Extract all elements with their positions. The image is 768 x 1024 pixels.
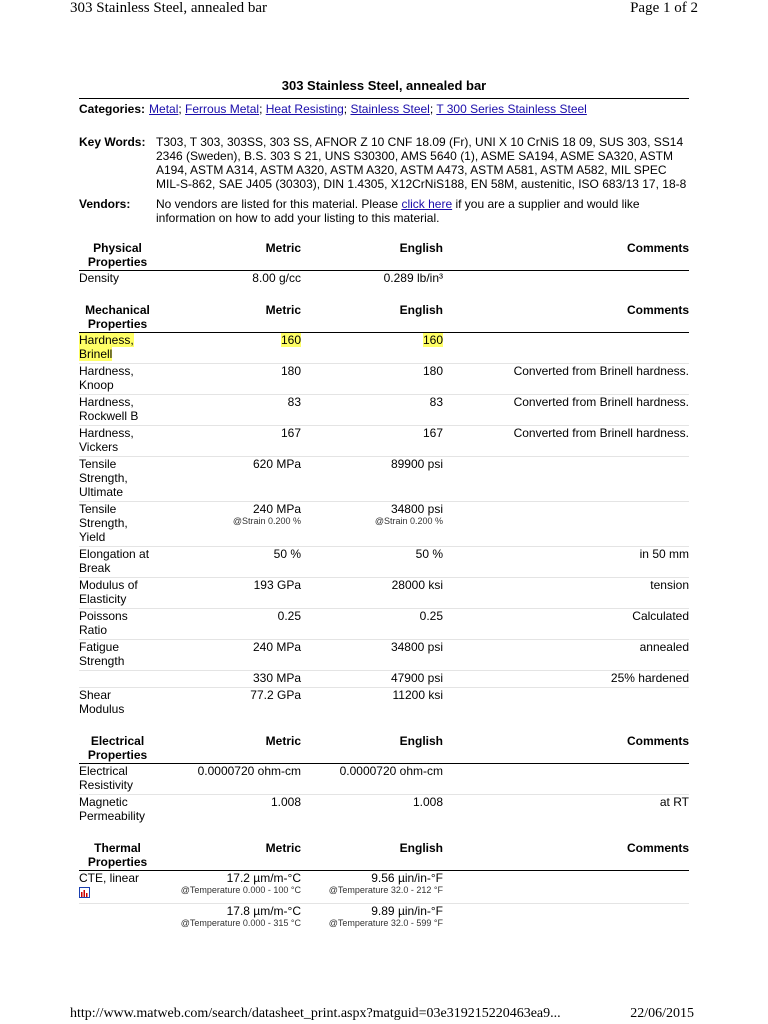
english-cell <box>301 871 443 904</box>
metric-value: 1.008 <box>270 795 301 809</box>
table-row <box>79 640 689 671</box>
comment-cell: in 50 mm <box>443 547 689 578</box>
metric-cell <box>156 688 301 719</box>
comment-cell: Converted from Brinell hardness. <box>443 364 689 395</box>
bar-chart-icon[interactable] <box>79 887 90 898</box>
table-row <box>79 271 689 288</box>
print-date: 22/06/2015 <box>630 1006 694 1021</box>
print-footer <box>0 1006 768 1024</box>
english-cell <box>301 578 443 609</box>
click-here-link[interactable]: click here <box>401 197 453 211</box>
english-value: 28000 ksi <box>391 578 443 592</box>
metric-value: 620 MPa <box>252 457 301 471</box>
metric-condition: @Temperature 0.000 - 100 °C <box>180 885 301 895</box>
english-value: 180 <box>422 364 443 378</box>
property-name: Fatigue Strength <box>79 640 125 668</box>
keywords-label: Key Words: <box>79 135 146 149</box>
property-name-cell <box>79 578 156 609</box>
vendors-text <box>156 197 689 225</box>
metric-header: Metric <box>156 241 301 271</box>
property-name-cell <box>79 502 156 547</box>
table-header-row <box>79 303 689 333</box>
table-row <box>79 395 689 426</box>
property-name: Poissons Ratio <box>79 609 128 637</box>
english-value: 83 <box>429 395 443 409</box>
property-name-cell <box>79 271 156 288</box>
english-cell <box>301 904 443 931</box>
category-link[interactable]: T 300 Series Stainless Steel <box>436 102 587 116</box>
metric-cell <box>156 502 301 547</box>
table-row <box>79 795 689 826</box>
print-header <box>0 0 768 20</box>
property-table <box>79 241 689 287</box>
table-row <box>79 333 689 364</box>
english-condition: @Strain 0.200 % <box>374 516 443 526</box>
comment-cell <box>443 271 689 288</box>
comments-header: Comments <box>443 841 689 871</box>
section-title: Electrical Properties <box>79 734 156 764</box>
metric-value: 17.8 µm/m-°C <box>226 904 301 918</box>
metric-value: 50 % <box>273 547 301 561</box>
property-name-cell <box>79 640 156 671</box>
english-value: 9.56 µin/in-°F <box>371 871 443 885</box>
metric-cell <box>156 333 301 364</box>
page-number: Page 1 of 2 <box>630 0 698 16</box>
property-name-cell <box>79 333 156 364</box>
comment-cell: 25% hardened <box>443 671 689 688</box>
property-name-cell <box>79 395 156 426</box>
property-table <box>79 303 689 718</box>
material-title: 303 Stainless Steel, annealed bar <box>79 78 689 99</box>
category-separator: ; <box>343 102 351 116</box>
category-separator: ; <box>178 102 186 116</box>
english-value: 50 % <box>415 547 443 561</box>
metric-condition: @Temperature 0.000 - 315 °C <box>180 918 301 928</box>
comments-header: Comments <box>443 734 689 764</box>
vendors-text-before: No vendors are listed for this material. Please <box>156 197 402 211</box>
vendors-row <box>79 197 689 225</box>
english-cell <box>301 395 443 426</box>
category-separator: ; <box>429 102 437 116</box>
property-name: Magnetic Permeability <box>79 795 146 823</box>
table-row <box>79 547 689 578</box>
property-name: Modulus of Elasticity <box>79 578 138 606</box>
comment-cell <box>443 904 689 931</box>
english-cell <box>301 640 443 671</box>
metric-value: 0.25 <box>277 609 301 623</box>
property-name-cell <box>79 671 156 688</box>
property-name-cell <box>79 364 156 395</box>
table-row <box>79 502 689 547</box>
english-cell <box>301 688 443 719</box>
english-header: English <box>301 241 443 271</box>
print-header-title: 303 Stainless Steel, annealed bar <box>70 0 268 16</box>
comments-header: Comments <box>443 303 689 333</box>
property-name-cell <box>79 764 156 795</box>
metric-cell <box>156 578 301 609</box>
metric-header: Metric <box>156 841 301 871</box>
property-table <box>79 734 689 825</box>
english-cell <box>301 364 443 395</box>
property-table <box>79 841 689 930</box>
metric-value: 0.0000720 ohm-cm <box>197 764 301 778</box>
metric-cell <box>156 904 301 931</box>
metric-value: 77.2 GPa <box>250 688 301 702</box>
keywords-row <box>79 135 689 191</box>
metric-value: 330 MPa <box>252 671 301 685</box>
english-value: 1.008 <box>412 795 443 809</box>
table-row <box>79 609 689 640</box>
table-header-row <box>79 841 689 871</box>
metric-cell <box>156 671 301 688</box>
metric-cell <box>156 395 301 426</box>
english-value: 89900 psi <box>390 457 443 471</box>
comment-cell: Calculated <box>443 609 689 640</box>
table-header-row <box>79 734 689 764</box>
english-value: 0.289 lb/in³ <box>383 271 443 285</box>
comment-cell: tension <box>443 578 689 609</box>
comment-cell <box>443 764 689 795</box>
section-title: Physical Properties <box>79 241 156 271</box>
metric-cell <box>156 426 301 457</box>
property-name-cell <box>79 904 156 931</box>
property-name: Shear Modulus <box>79 688 125 716</box>
property-name: Electrical Resistivity <box>79 764 134 792</box>
metric-cell <box>156 764 301 795</box>
property-name: Hardness, Rockwell B <box>79 395 139 423</box>
categories-list <box>149 102 689 116</box>
english-header: English <box>301 303 443 333</box>
categories-label: Categories: <box>79 102 146 116</box>
english-cell <box>301 502 443 547</box>
category-link[interactable]: Ferrous Metal <box>185 102 260 116</box>
comment-cell <box>443 333 689 364</box>
property-name-cell <box>79 609 156 640</box>
metric-cell <box>156 640 301 671</box>
table-row <box>79 457 689 502</box>
metric-value: 17.2 µm/m-°C <box>226 871 301 885</box>
metric-condition: @Strain 0.200 % <box>232 516 301 526</box>
english-cell <box>301 671 443 688</box>
keywords-text: T303, T 303, 303SS, 303 SS, AFNOR Z 10 CNF 18.09 (Fr), UNI X 10 CrNiS 18 09, SUS 303, SS14 2346 (Sweden), B.S. 303 S 21, UNS S30300, AMS 5640 (1), ASME SA194, ASME SA320, ASTM A194, ASTM A314, ASTM A320, ASTM A320, ASTM A473, ASTM A581, ASTM A582, MIL SPEC MIL-S-862, SAE J405 (30303), DIN 1.4305, X12CrNiS188, EN 58M, austenitic, ISO 683/13 17, 18-8 <box>156 135 687 191</box>
comment-cell <box>443 502 689 547</box>
english-condition: @Temperature 32.0 - 212 °F <box>328 885 443 895</box>
english-cell <box>301 271 443 288</box>
property-name-cell <box>79 795 156 826</box>
property-name-cell <box>79 688 156 719</box>
property-name-cell <box>79 457 156 502</box>
metric-cell <box>156 795 301 826</box>
table-row <box>79 364 689 395</box>
english-cell <box>301 457 443 502</box>
comment-cell: Converted from Brinell hardness. <box>443 426 689 457</box>
metric-cell <box>156 547 301 578</box>
property-name-cell <box>79 426 156 457</box>
datasheet <box>79 78 689 930</box>
metric-value: 160 <box>280 333 301 347</box>
metric-value: 240 MPa <box>252 640 301 654</box>
table-row <box>79 426 689 457</box>
category-separator: ; <box>259 102 266 116</box>
metric-value: 83 <box>287 395 301 409</box>
property-name: Elongation at Break <box>79 547 150 575</box>
property-name-cell <box>79 547 156 578</box>
category-link[interactable]: Stainless Steel <box>350 102 430 116</box>
vendors-text-after: if you are a supplier and would like information on how to add your listing to this material. <box>156 197 640 225</box>
english-value: 0.25 <box>419 609 443 623</box>
english-cell <box>301 609 443 640</box>
table-row <box>79 578 689 609</box>
metric-cell <box>156 271 301 288</box>
table-row <box>79 904 689 931</box>
comment-cell <box>443 871 689 904</box>
english-value: 0.0000720 ohm-cm <box>339 764 443 778</box>
categories-row <box>79 102 689 116</box>
english-value: 11200 ksi <box>392 688 443 702</box>
metric-value: 8.00 g/cc <box>252 271 301 285</box>
english-value: 34800 psi <box>390 640 443 654</box>
comment-cell: Converted from Brinell hardness. <box>443 395 689 426</box>
english-value: 34800 psi <box>390 502 443 516</box>
table-row <box>79 671 689 688</box>
table-row <box>79 871 689 904</box>
metric-cell <box>156 871 301 904</box>
english-cell <box>301 426 443 457</box>
english-cell <box>301 764 443 795</box>
property-name: Tensile Strength, Ultimate <box>79 457 128 499</box>
english-cell <box>301 333 443 364</box>
property-sections <box>79 241 689 930</box>
comments-header: Comments <box>443 241 689 271</box>
table-header-row <box>79 241 689 271</box>
property-name: Hardness, Vickers <box>79 426 134 454</box>
page-url: http://www.matweb.com/search/datasheet_print.aspx?matguid=03e319215220463ea9... <box>70 1006 561 1021</box>
property-name: Density <box>79 271 120 285</box>
english-value: 160 <box>422 333 443 347</box>
category-link[interactable]: Heat Resisting <box>265 102 344 116</box>
property-name: CTE, linear <box>79 871 140 885</box>
property-name: Tensile Strength, Yield <box>79 502 128 544</box>
english-value: 167 <box>422 426 443 440</box>
metric-header: Metric <box>156 303 301 333</box>
english-header: English <box>301 734 443 764</box>
property-name-cell <box>79 871 156 904</box>
comment-cell <box>443 688 689 719</box>
english-value: 47900 psi <box>390 671 443 685</box>
comment-cell: at RT <box>659 795 689 809</box>
property-name: Hardness, Knoop <box>79 364 134 392</box>
category-link[interactable]: Metal <box>149 102 179 116</box>
section-title: Thermal Properties <box>79 841 156 871</box>
metric-value: 180 <box>280 364 301 378</box>
metric-value: 193 GPa <box>253 578 301 592</box>
comment-cell: annealed <box>443 640 689 671</box>
metric-header: Metric <box>156 734 301 764</box>
metric-cell <box>156 457 301 502</box>
english-condition: @Temperature 32.0 - 599 °F <box>328 918 443 928</box>
table-row <box>79 764 689 795</box>
english-value: 9.89 µin/in-°F <box>371 904 443 918</box>
section-title: Mechanical Properties <box>79 303 156 333</box>
vendors-label: Vendors: <box>79 197 131 211</box>
comment-cell <box>443 457 689 502</box>
english-cell <box>301 795 443 826</box>
property-name: Hardness, Brinell <box>79 333 134 361</box>
table-row <box>79 688 689 719</box>
metric-cell <box>156 609 301 640</box>
metric-value: 167 <box>280 426 301 440</box>
english-cell <box>301 547 443 578</box>
english-header: English <box>301 841 443 871</box>
metric-value: 240 MPa <box>252 502 301 516</box>
metric-cell <box>156 364 301 395</box>
